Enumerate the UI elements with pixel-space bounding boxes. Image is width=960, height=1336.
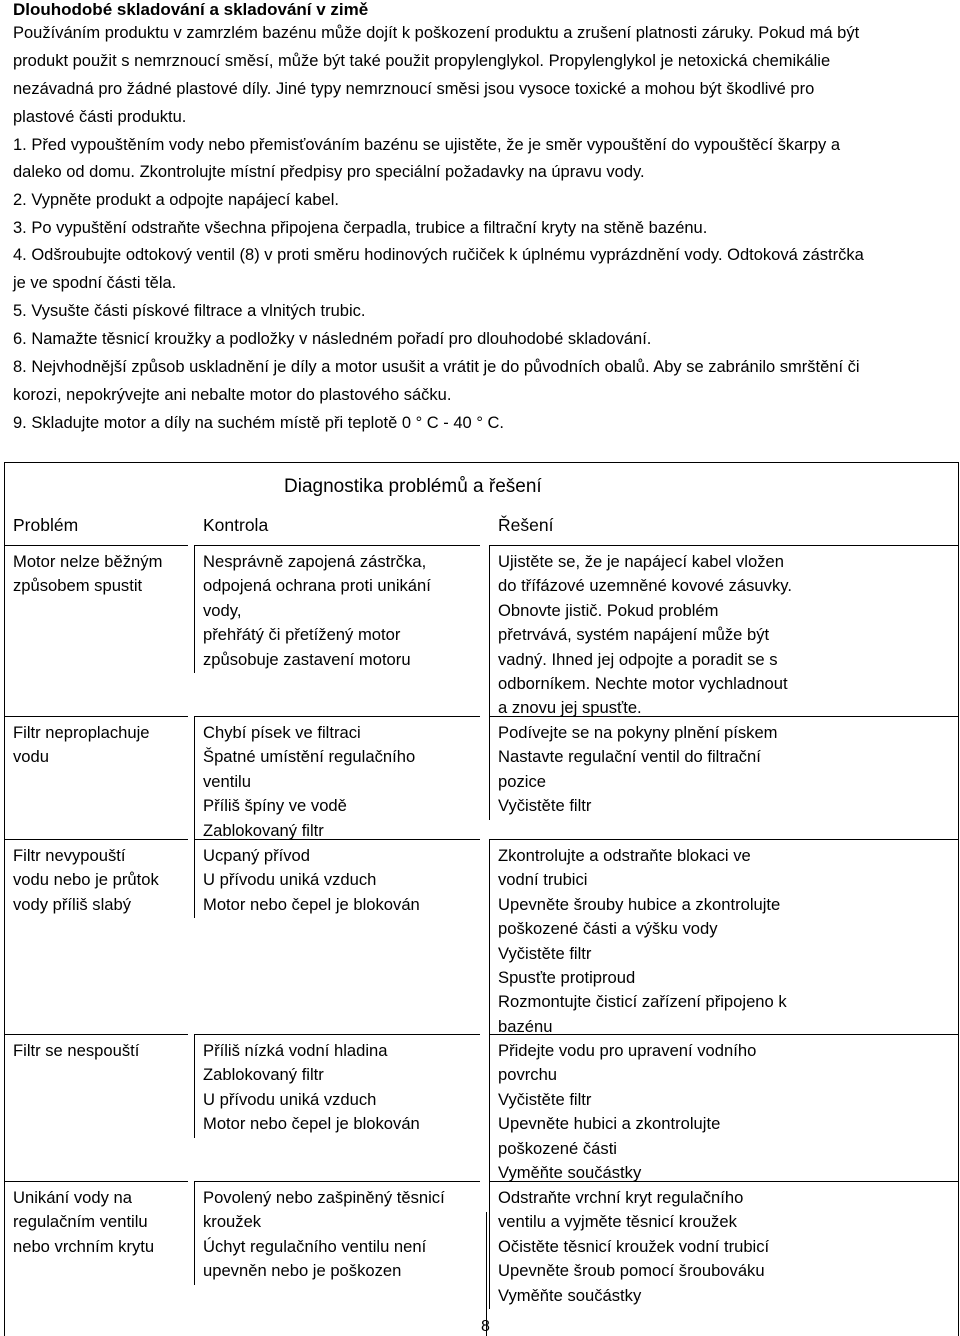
problem-line: vody příliš slabý [13,894,132,914]
solution-line: Upevněte hubici a zkontrolujte [498,1114,721,1134]
cell-frame [489,545,958,722]
solution-line: Nastavte regulační ventil do filtrační [498,747,761,767]
cell-frame [194,716,480,844]
page-number: 8 [481,1318,490,1335]
header-problem: Problém [13,515,79,535]
check-line: odpojená ochrana proti unikání [203,576,431,596]
check-line: Motor nebo čepel je blokován [203,894,420,914]
problem-line: vodu [13,747,49,767]
header-check: Kontrola [203,515,269,535]
cell-frame [194,1034,480,1138]
check-line: Nesprávně zapojená zástrčka, [203,552,427,571]
cell-frame [194,1181,480,1285]
check-line: U přívodu uniká vzduch [203,870,377,890]
check-line: U přívodu uniká vzduch [203,1089,377,1109]
solution-line: Vyměňte součástky [498,1285,642,1305]
cell-frame [489,839,958,1040]
check-line: Příliš nízká vodní hladina [203,1041,388,1060]
check-line: Úchyt regulačního ventilu není [203,1236,427,1256]
body-line: je ve spodní části těla. [13,274,177,292]
problem-line: Filtr nevypouští [13,846,126,865]
cell-frame [4,1181,188,1260]
solution-line: přetrvává, systém napájení může být [498,625,770,645]
check-line: upevněn nebo je poškozen [203,1261,402,1281]
problem-line: Motor nelze běžným [13,552,163,571]
solution-line: vodní trubici [498,870,588,890]
problem-line: Filtr neproplachuje [13,723,150,742]
check-line: Chybí písek ve filtraci [203,723,361,742]
solution-line: Podívejte se na pokyny plnění pískem [498,723,778,742]
check-line: Motor nebo čepel je blokován [203,1114,420,1134]
check-line: přehřátý či přetížený motor [203,625,401,645]
check-line: Ucpaný přívod [203,846,310,865]
solution-line: povrchu [498,1065,558,1085]
cell-frame [4,839,188,918]
check-line: vody, [203,600,242,620]
solution-line: bazénu [498,1016,553,1036]
cell-frame [4,1034,188,1064]
check-line: Zablokovaný filtr [203,820,324,840]
problem-line: Unikání vody na [13,1188,132,1207]
solution-line: pozice [498,771,546,791]
problem-line: vodu nebo je průtok [13,870,159,890]
solution-line: Vyčistěte filtr [498,796,592,816]
cell-frame [489,716,958,820]
body-line: 4. Odšroubujte odtokový ventil (8) v proti směru hodinových ručiček k úplnému vyprázdnění vody. Odtoková zástrčka [13,246,864,264]
table-title: Diagnostika problémů a řešení [284,476,542,497]
table-right-border [958,462,959,1336]
solution-line: poškozené části a výšku vody [498,919,718,939]
body-line: 5. Vysušte části pískové filtrace a vlnitých trubic. [13,302,366,320]
solution-line: Očistěte těsnicí kroužek vodní trubicí [498,1236,770,1256]
solution-line: odborníkem. Nechte motor vychladnout [498,674,788,694]
problem-line: Filtr se nespouští [13,1041,140,1060]
solution-line: Spusťte protiproud [498,968,636,988]
check-line: Zablokovaný filtr [203,1065,324,1085]
cell-frame [489,1034,958,1186]
cell-frame [489,1181,958,1309]
solution-line: Upevněte šrouby hubice a zkontrolujte [498,894,781,914]
body-line: Používáním produktu v zamrzlém bazénu může dojít k poškození produktu a zrušení platnosti záruky. Pokud má být [13,24,860,42]
solution-line: vadný. Ihned jej odpojte a poradit se s [498,649,778,669]
body-line: 1. Před vypouštěním vody nebo přemisťováním bazénu se ujistěte, že je směr vypouštění do vypouštěcí škarpy a [13,136,841,154]
solution-line: Zkontrolujte a odstraňte blokaci ve [498,846,751,865]
body-line: 9. Skladujte motor a díly na suchém místě při teplotě 0 ° C - 40 ° C. [13,414,504,432]
body-line: 6. Namažte těsnicí kroužky a podložky v následném pořadí pro dlouhodobé skladování. [13,330,652,348]
problem-line: nebo vrchním krytu [13,1236,155,1256]
body-line: 8. Nejvhodnější způsob uskladnění je díly a motor usušit a vrátit je do původních obalů. Aby se zabránilo smrštění či [13,358,860,376]
body-line: korozi, nepokrývejte ani nebalte motor do plastového sáčku. [13,386,452,404]
body-line: produkt použit s nemrznoucí směsí, může být také použit propylenglykol. Propylenglykol je netoxická chemikálie [13,52,831,70]
body-line: nezávadná pro žádné plastové díly. Jiné typy nemrznoucí směsi jsou vysoce toxické a mohou být škodlivé pro [13,80,815,98]
solution-line: Odstraňte vrchní kryt regulačního [498,1188,744,1207]
solution-line: a znovu jej spusťte. [498,698,642,718]
cell-frame [4,545,188,600]
section-title: Dlouhodobé skladování a skladování v zimě [13,0,369,19]
cell-frame [194,839,480,918]
problem-line: regulačním ventilu [13,1212,148,1232]
body-line: 3. Po vypuštění odstraňte všechna připojena čerpadla, trubice a filtrační kryty na stěně bazénu. [13,219,708,237]
body-line: 2. Vypněte produkt a odpojte napájecí kabel. [13,191,339,209]
solution-line: Rozmontujte čisticí zařízení připojeno k [498,992,787,1012]
check-line: ventilu [203,771,251,791]
check-line: způsobuje zastavení motoru [203,649,411,669]
header-solution: Řešení [498,515,554,535]
solution-line: Vyměňte součástky [498,1163,642,1183]
solution-line: Upevněte šroub pomocí šroubováku [498,1261,765,1281]
body-line: plastové části produktu. [13,108,187,126]
problem-line: způsobem spustit [13,576,143,596]
check-line: Špatné umístění regulačního [203,747,416,767]
solution-line: ventilu a vyjměte těsnicí kroužek [498,1212,737,1232]
solution-line: do třífázové uzemněné kovové zásuvky. [498,576,792,596]
check-line: Příliš špíny ve vodě [203,796,347,816]
check-line: kroužek [203,1212,262,1232]
solution-line: poškozené části [498,1138,617,1158]
cell-frame [4,716,188,771]
cell-frame [194,545,480,673]
solution-line: Obnovte jistič. Pokud problém [498,600,719,620]
solution-line: Vyčistěte filtr [498,1089,592,1109]
body-line: daleko od domu. Zkontrolujte místní předpisy pro speciální požadavky na úpravu vody. [13,163,645,181]
table-top-border [4,462,959,463]
solution-line: Přidejte vodu pro upravení vodního [498,1041,757,1060]
solution-line: Vyčistěte filtr [498,943,592,963]
check-line: Povolený nebo zašpiněný těsnicí [203,1188,445,1207]
solution-line: Ujistěte se, že je napájecí kabel vložen [498,552,784,571]
